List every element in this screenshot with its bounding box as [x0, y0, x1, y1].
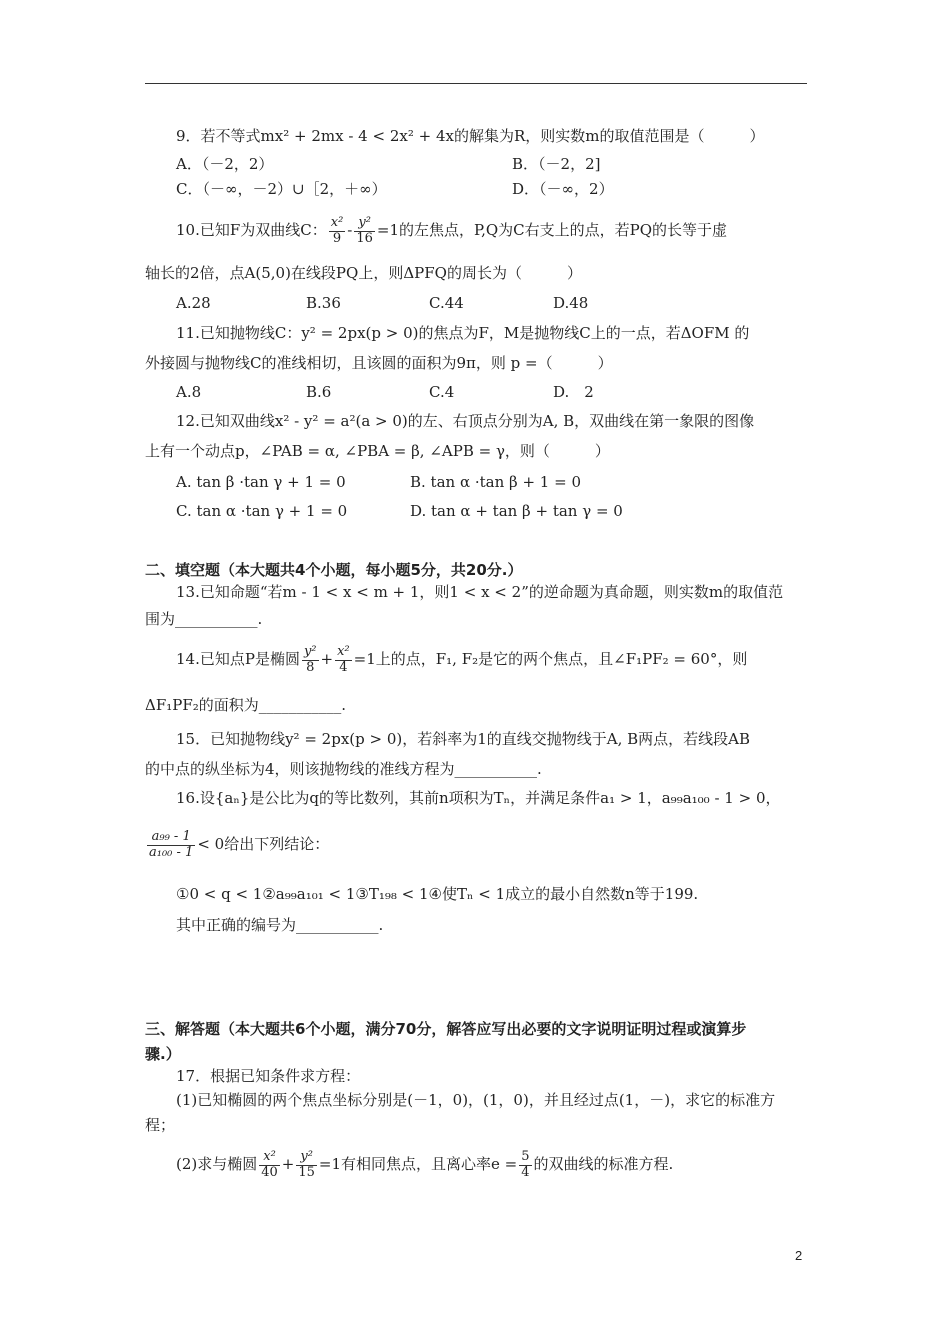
page-number: 2 — [795, 1248, 803, 1263]
q14-frac2-num: x² — [337, 643, 350, 659]
q17-intro: 17．根据已知条件求方程： — [176, 1067, 361, 1085]
q9-stem: 9．若不等式mx² + 2mx - 4 < 2x² + 4x的解集为R，则实数m的取值范围是（ ） — [176, 127, 765, 145]
q10-line1 — [176, 212, 727, 248]
q17-frac3-den: 4 — [521, 1164, 530, 1180]
q17-part2-text-a: (2)求与椭圆 — [176, 1155, 258, 1173]
q10-fraction-x — [329, 216, 346, 247]
q16-frac-den: a₁₀₀ - 1 — [149, 844, 194, 860]
q14-frac1-den: 8 — [306, 659, 315, 675]
q17-frac2-den: 15 — [298, 1164, 315, 1180]
q16-line4: 其中正确的编号为___________. — [176, 916, 384, 934]
q16-frac-num: a₉₉ - 1 — [147, 830, 195, 846]
q17-frac1-num: x² — [259, 1150, 280, 1166]
q14-line1 — [176, 641, 747, 677]
q12-line2: 上有一个动点p，∠PAB = α, ∠PBA = β, ∠APB = γ，则（ ） — [145, 442, 610, 460]
q17-frac3-num: 5 — [521, 1148, 530, 1164]
q11-line2: 外接圆与抛物线C的准线相切，且该圆的面积为9π，则 p =（ ） — [145, 354, 613, 372]
q11-line1: 11.已知抛物线C：y² = 2px(p > 0)的焦点为F，M是抛物线C上的一点，若ΔOFM 的 — [176, 324, 750, 342]
q17-part2 — [176, 1146, 673, 1182]
q17-part2-text-b: =1有相同焦点，且离心率e = — [318, 1155, 518, 1173]
q10-option-b: B.36 — [306, 294, 341, 312]
q16-line1: 16.设{aₙ}是公比为q的等比数列，其前n项积为Tₙ，并满足条件a₁ > 1，a₉₉a₁₀₀ - 1 > 0， — [176, 789, 781, 807]
q10-minus: - — [347, 221, 353, 239]
q17-part1-line2: 程； — [145, 1116, 176, 1134]
q13-line1: 13.已知命题“若m - 1 < x < m + 1，则1 < x < 2”的逆命题为真命题，则实数m的取值范 — [176, 583, 784, 601]
q13-line2: 围为___________. — [145, 610, 263, 628]
q9-option-d: D．（－∞，2） — [512, 180, 614, 198]
q14-text-b: =1上的点，F₁, F₂是它的两个焦点，且∠F₁PF₂ = 60°，则 — [353, 650, 748, 668]
q10-line2: 轴长的2倍，点A(5,0)在线段PQ上，则ΔPFQ的周长为（ ） — [145, 264, 582, 282]
q17-frac2-num: y² — [296, 1150, 317, 1166]
q10-frac2-den: 16 — [356, 230, 373, 246]
q12-line1: 12.已知双曲线x² - y² = a²(a > 0)的左、右顶点分别为A, B，双曲线在第一象限的图像 — [176, 412, 755, 430]
q10-option-a: A.28 — [176, 294, 211, 312]
q16-line3: ①0 < q < 1②a₉₉a₁₀₁ < 1③T₁₉₈ < 1④使Tₙ < 1成立的最小自然数n等于199. — [176, 885, 699, 903]
q11-option-a: A.8 — [176, 383, 202, 401]
q10-frac2-num: y² — [354, 216, 375, 232]
q14-fraction-x — [335, 645, 352, 676]
q15-line2: 的中点的纵坐标为4，则该抛物线的准线方程为___________. — [145, 760, 542, 778]
header-rule — [145, 83, 807, 84]
q14-text-a: 14.已知点P是椭圆 — [176, 650, 300, 668]
q16-fraction — [147, 830, 195, 861]
q10-frac1-den: 9 — [332, 230, 342, 246]
q16-text-b: < 0给出下列结论： — [197, 835, 330, 853]
q17-part1-line1: (1)已知椭圆的两个焦点坐标分别是(－1，0)，(1，0)，并且经过点(1，－)，求它的标准方 — [176, 1091, 776, 1109]
q17-fraction-e — [519, 1150, 531, 1181]
q12-option-a: A. tan β ·tan γ + 1 = 0 — [176, 473, 346, 491]
q16-line2 — [145, 822, 329, 866]
q14-frac1-num: y² — [303, 643, 317, 659]
section3-heading-line2: 骤.） — [145, 1045, 181, 1063]
q15-line1: 15．已知抛物线y² = 2px(p > 0)，若斜率为1的直线交抛物线于A, B两点，若线段AB — [176, 730, 751, 748]
q14-frac2-den: 4 — [339, 659, 348, 675]
q9-option-c: C．（－∞，－2）∪［2，＋∞） — [176, 180, 387, 198]
q12-option-c: C. tan α ·tan γ + 1 = 0 — [176, 502, 348, 520]
q17-part2-text-c: 的双曲线的标准方程. — [533, 1155, 674, 1173]
q11-option-d: D. 2 — [553, 383, 594, 401]
q10-option-d: D.48 — [553, 294, 589, 312]
q10-frac1-num: x² — [330, 214, 344, 230]
q14-line2: ΔF₁PF₂的面积为___________. — [145, 696, 347, 714]
q17-fraction-x — [259, 1150, 280, 1181]
q10-text-b: =1的左焦点，P,Q为C右支上的点，若PQ的长等于虚 — [376, 221, 728, 239]
q9-option-b: B．（－2，2] — [512, 155, 601, 173]
q17-plus: + — [281, 1155, 295, 1173]
q9-option-a: A．（－2，2） — [176, 155, 274, 173]
q14-fraction-y — [302, 645, 319, 676]
q12-option-d: D. tan α + tan β + tan γ = 0 — [410, 502, 623, 520]
q14-plus: + — [320, 650, 334, 668]
section3-heading-line1: 三、解答题（本大题共6个小题，满分70分，解答应写出必要的文字说明证明过程或演算步 — [145, 1020, 747, 1038]
q17-fraction-y — [296, 1150, 317, 1181]
q12-option-b: B. tan α ·tan β + 1 = 0 — [410, 473, 581, 491]
section2-heading: 二、填空题（本大题共4个小题，每小题5分，共20分.） — [145, 561, 523, 579]
q11-option-c: C.4 — [429, 383, 455, 401]
q17-frac1-den: 40 — [261, 1164, 278, 1180]
q11-option-b: B.6 — [306, 383, 332, 401]
q10-text-a: 10.已知F为双曲线C： — [176, 221, 327, 239]
q10-option-c: C.44 — [429, 294, 464, 312]
q10-fraction-y — [354, 216, 375, 247]
